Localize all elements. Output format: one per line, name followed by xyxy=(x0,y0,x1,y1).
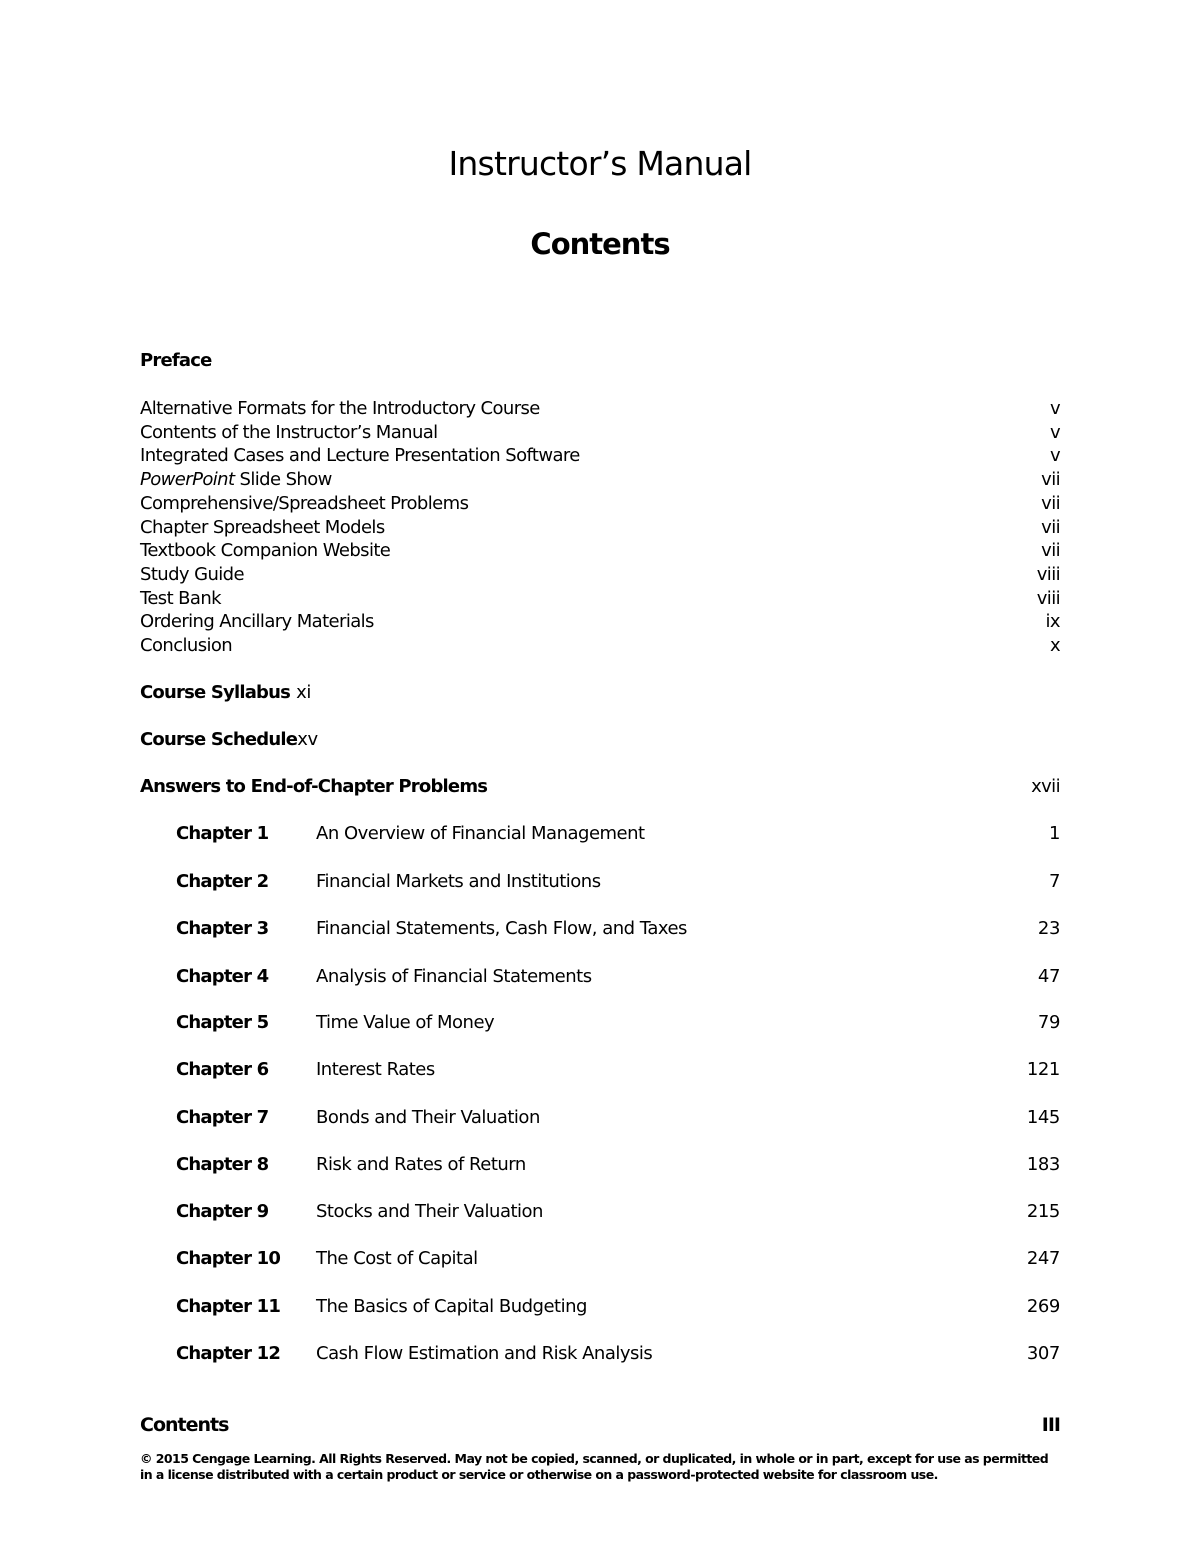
chapter-number: Chapter 9 xyxy=(176,1201,269,1222)
chapter-page: 1 xyxy=(1048,823,1060,844)
toc-entry-label-rest: Slide Show xyxy=(234,469,332,490)
toc-entry-page: v xyxy=(1049,445,1060,466)
chapter-entry xyxy=(176,1012,1060,1038)
chapter-number: Chapter 3 xyxy=(176,918,269,939)
answers-entry xyxy=(140,776,1060,800)
chapter-page: 47 xyxy=(1037,966,1060,987)
chapter-title: Financial Statements, Cash Flow, and Taxes xyxy=(316,918,687,939)
page-title: Instructor’s Manual xyxy=(448,144,752,183)
toc-entry-page: x xyxy=(1049,635,1060,656)
course-syllabus-label: Course Syllabus xyxy=(140,682,291,703)
toc-entry-label: Conclusion xyxy=(140,635,233,656)
toc-entry-page: v xyxy=(1049,422,1060,443)
toc-entry xyxy=(140,469,1060,493)
course-syllabus-page: xi xyxy=(296,682,311,703)
toc-entry-label: Ordering Ancillary Materials xyxy=(140,611,374,632)
chapter-title: Stocks and Their Valuation xyxy=(316,1201,543,1222)
copyright-notice: © 2015 Cengage Learning. All Rights Reserved. May not be copied, scanned, or duplicated, in whole or in part, except for use as permitted in a license distributed with a certain product or service or otherwise on a password-protected website for classroom use. xyxy=(140,1451,1049,1482)
toc-entry-label: Comprehensive/Spreadsheet Problems xyxy=(140,493,469,514)
preface-heading: Preface xyxy=(140,350,212,371)
chapter-entry xyxy=(176,1343,1060,1369)
toc-entry-page: vii xyxy=(1041,469,1060,490)
toc-entry-label: Chapter Spreadsheet Models xyxy=(140,517,385,538)
toc-entry xyxy=(140,517,1060,541)
course-syllabus-entry xyxy=(140,682,311,703)
chapter-entry xyxy=(176,1107,1060,1133)
chapter-number: Chapter 10 xyxy=(176,1248,281,1269)
toc-entry-label: Study Guide xyxy=(140,564,244,585)
toc-entry xyxy=(140,445,1060,469)
chapter-entry xyxy=(176,1296,1060,1322)
chapter-title: The Basics of Capital Budgeting xyxy=(316,1296,587,1317)
page-footer xyxy=(140,1414,1060,1440)
toc-entry xyxy=(140,611,1060,635)
toc-entry-label-italic: PowerPoint xyxy=(140,469,235,490)
toc-entry-label: Contents of the Instructor’s Manual xyxy=(140,422,438,443)
chapter-entry xyxy=(176,1248,1060,1274)
footer-page-number: III xyxy=(1041,1414,1060,1436)
chapter-page: 23 xyxy=(1037,918,1060,939)
contents-heading: Contents xyxy=(530,227,670,261)
chapter-number: Chapter 5 xyxy=(176,1012,269,1033)
chapter-title: Risk and Rates of Return xyxy=(316,1154,526,1175)
chapter-entry xyxy=(176,966,1060,992)
chapter-page: 247 xyxy=(1026,1248,1060,1269)
toc-entry-label: Textbook Companion Website xyxy=(140,540,391,561)
course-schedule-entry xyxy=(140,729,318,750)
toc-entry-label: Integrated Cases and Lecture Presentation Software xyxy=(140,445,580,466)
chapter-number: Chapter 4 xyxy=(176,966,269,987)
chapter-page: 183 xyxy=(1026,1154,1060,1175)
chapter-number: Chapter 6 xyxy=(176,1059,269,1080)
chapter-entry xyxy=(176,823,1060,849)
chapter-title: Time Value of Money xyxy=(316,1012,495,1033)
chapter-entry xyxy=(176,1059,1060,1085)
toc-entry xyxy=(140,398,1060,422)
footer-label: Contents xyxy=(140,1414,229,1436)
chapter-title: Analysis of Financial Statements xyxy=(316,966,592,987)
chapter-entry xyxy=(176,918,1060,944)
chapter-page: 79 xyxy=(1037,1012,1060,1033)
chapter-number: Chapter 12 xyxy=(176,1343,281,1364)
chapter-title: Cash Flow Estimation and Risk Analysis xyxy=(316,1343,653,1364)
toc-entry-page: ix xyxy=(1045,611,1060,632)
chapter-number: Chapter 1 xyxy=(176,823,269,844)
chapter-entry xyxy=(176,1201,1060,1227)
answers-page: xvii xyxy=(1031,776,1060,797)
toc-entry xyxy=(140,493,1060,517)
answers-label: Answers to End-of-Chapter Problems xyxy=(140,776,488,797)
toc-entry-page: vii xyxy=(1041,540,1060,561)
toc-entry-page: viii xyxy=(1036,588,1060,609)
toc-entry xyxy=(140,588,1060,612)
chapter-title: Financial Markets and Institutions xyxy=(316,871,601,892)
toc-entry-page: viii xyxy=(1036,564,1060,585)
chapter-title: The Cost of Capital xyxy=(316,1248,478,1269)
chapter-number: Chapter 8 xyxy=(176,1154,269,1175)
toc-entry-page: vii xyxy=(1041,517,1060,538)
chapter-entry xyxy=(176,871,1060,897)
toc-entry xyxy=(140,564,1060,588)
chapter-page: 307 xyxy=(1026,1343,1060,1364)
toc-entry-page: vii xyxy=(1041,493,1060,514)
course-schedule-label: Course Schedule xyxy=(140,729,298,750)
chapter-number: Chapter 11 xyxy=(176,1296,281,1317)
chapter-page: 121 xyxy=(1026,1059,1060,1080)
chapter-entry xyxy=(176,1154,1060,1180)
toc-entry-page: v xyxy=(1049,398,1060,419)
chapter-page: 145 xyxy=(1026,1107,1060,1128)
chapter-number: Chapter 7 xyxy=(176,1107,269,1128)
toc-entry xyxy=(140,540,1060,564)
chapter-number: Chapter 2 xyxy=(176,871,269,892)
chapter-page: 269 xyxy=(1026,1296,1060,1317)
toc-entry xyxy=(140,635,1060,659)
chapter-page: 7 xyxy=(1048,871,1060,892)
toc-entry-label: Alternative Formats for the Introductory Course xyxy=(140,398,540,419)
toc-entry-label xyxy=(140,469,332,490)
chapter-title: An Overview of Financial Management xyxy=(316,823,645,844)
chapter-title: Bonds and Their Valuation xyxy=(316,1107,540,1128)
toc-entry xyxy=(140,422,1060,446)
chapter-page: 215 xyxy=(1026,1201,1060,1222)
course-schedule-page: xv xyxy=(297,729,318,750)
chapter-title: Interest Rates xyxy=(316,1059,435,1080)
toc-entry-label: Test Bank xyxy=(140,588,221,609)
